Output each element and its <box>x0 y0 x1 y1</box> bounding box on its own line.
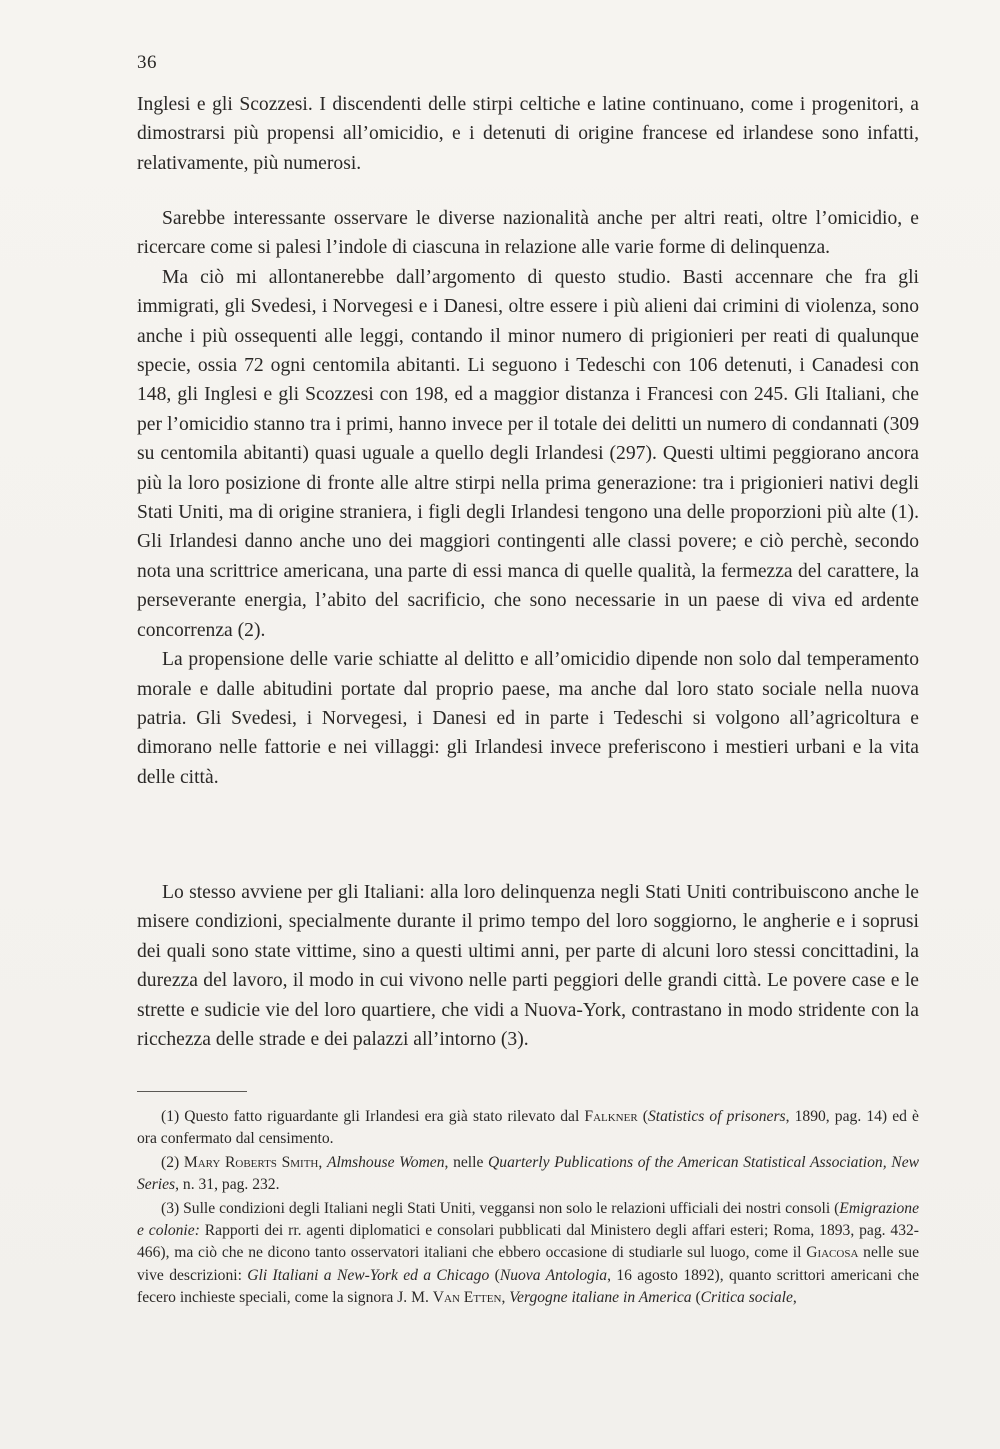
footnote-title: Critica sociale <box>700 1289 793 1307</box>
text-block-nationalities <box>137 204 919 792</box>
footnote-text: , <box>501 1289 510 1307</box>
page-number: 36 <box>137 52 157 73</box>
footnote-author: Mary Roberts Smith <box>183 1153 319 1171</box>
footnote-text: , <box>318 1153 327 1171</box>
footnote-title: Almshouse Women <box>326 1153 445 1171</box>
footnote-author: Van Etten <box>432 1289 502 1307</box>
footnote-title: Statistics of prisoners <box>648 1108 786 1125</box>
footnote-text: ( <box>637 1108 648 1125</box>
footnote-text: , 1890, pag. 14) ed è ora confermato dal censimento. <box>137 1108 919 1148</box>
footnote-text: , nelle <box>444 1153 489 1171</box>
footnote-text: (2) <box>161 1153 184 1171</box>
footnote-text: (1) Questo fatto riguardante gli Irlandesi era già stato rilevato dal <box>161 1108 585 1125</box>
footnote-title: Gli Italiani a New-York ed a Chicago <box>247 1266 490 1284</box>
footnote-text: (3) Sulle condizioni degli Italiani negli Stati Uniti, veggansi non solo le relazioni ufficiali dei nostri consoli ( <box>161 1199 840 1217</box>
footnote-2 <box>137 1152 919 1197</box>
text-block-continuation <box>137 90 919 178</box>
paragraph: Ma ciò mi allontanerebbe dall’argomento di questo studio. Basti accennare che fra gli immigrati, gli Svedesi, i Norvegesi e i Danesi, oltre essere i più alieni dai crimini di violenza, sono anche i più ossequenti alle leggi, contando il minor numero di prigionieri per reati di qualunque specie, ossia 72 ogni centomila abitanti. Li seguono i Tedeschi con 106 detenuti, i Canadesi con 148, gli Inglesi e gli Scozzesi con 198, ed a maggior distanza i Francesi con 245. Gli Italiani, che per l’omicidio stanno tra i primi, hanno invece per il totale dei delitti un numero di condannati (309 su centomila abitanti) quasi uguale a quello degli Irlandesi (297). Questi ultimi peggiorano ancora più la loro posizione di fronte alle altre stirpi nella prima generazione: tra i prigionieri nativi degli Stati Uniti, ma di origine straniera, i figli degli Irlandesi tengono una delle proporzioni più alte (1). Gli Irlandesi danno anche uno dei maggiori contingenti alle classi povere; e ciò perchè, secondo nota una scrittrice americana, una parte di essi manca di quelle qualità, la fermezza del carattere, la perseverante energia, l’abito del sacrificio, che sono necessarie in un paese di viva ed ardente concorrenza (2). <box>137 266 919 641</box>
footnote-text: , n. 31, pag. 232. <box>175 1176 280 1194</box>
footnote-author: Falkner <box>584 1108 638 1125</box>
footnote-1 <box>137 1106 919 1151</box>
footnote-title: Vergogne italiane in America <box>509 1289 692 1307</box>
footnotes <box>137 1106 919 1311</box>
paragraph: La propensione delle varie schiatte al delitto e all’omicidio dipende non solo dal temperamento morale e dalle abitudini portate dal proprio paese, ma anche dal loro stato sociale nella nuova patria. Gli Svedesi, i Norvegesi, i Danesi ed in parte i Tedeschi si volgono all’agricoltura e dimorano nelle fattorie e nei villaggi: gli Irlandesi invece preferiscono i mestieri urbani e la vita delle città. <box>137 649 919 788</box>
footnote-title: Quarterly Publications of the American Statistical Association, New Series <box>137 1153 920 1194</box>
footnote-text: , 16 agosto 1892), quanto scrittori americani che fecero inchieste speciali, come la signora J. M. <box>137 1266 920 1307</box>
footnote-text: nelle sue vive descrizioni: <box>137 1244 919 1284</box>
paragraph: Inglesi e gli Scozzesi. I discendenti delle stirpi celtiche e latine continuano, come i progenitori, a dimostrarsi più propensi all’omicidio, e i detenuti di origine francese ed irlandese sono infatti, relativamente, più numerosi. <box>137 94 919 174</box>
paragraph: Sarebbe interessante osservare le diverse nazionalità anche per altri reati, oltre l’omicidio, e ricercare come si palesi l’indole di ciascuna in relazione alle varie forme di delinquenza. <box>137 208 919 259</box>
footnote-text: ( <box>691 1289 701 1307</box>
footnote-divider <box>137 1091 247 1092</box>
footnote-title: Nuova Antologia <box>499 1266 608 1284</box>
footnote-title: Emigrazione e colonie: <box>137 1199 919 1240</box>
footnote-text: Rapporti dei rr. agenti diplomatici e consolari pubblicati dal Ministero degli affari esteri; Roma, 1893, pag. 432-466), ma ciò che ne dicono tanto osservatori italiani che ebbero occasione di studiarle sul luogo, come il <box>137 1222 919 1262</box>
text-block-italians <box>137 878 919 1054</box>
footnote-text: , <box>792 1289 797 1307</box>
paragraph: Lo stesso avviene per gli Italiani: alla loro delinquenza negli Stati Uniti contribuiscono anche le misere condizioni, specialmente durante il primo tempo del loro soggiorno, le angherie e i soprusi dei quali sono state vittime, sino a questi ultimi anni, per parte di alcuni loro stessi concittadini, la durezza del lavoro, il modo in cui vivono nelle parti peggiori delle grandi città. Le povere case e le strette e sudicie vie del loro quartiere, che vidi a Nuova-York, contrastano in modo stridente con la ricchezza delle strade e dei palazzi all’intorno (3). <box>137 882 919 1051</box>
footnote-author: Giacosa <box>806 1244 859 1262</box>
footnote-3 <box>137 1198 919 1310</box>
footnote-text: ( <box>489 1266 500 1284</box>
